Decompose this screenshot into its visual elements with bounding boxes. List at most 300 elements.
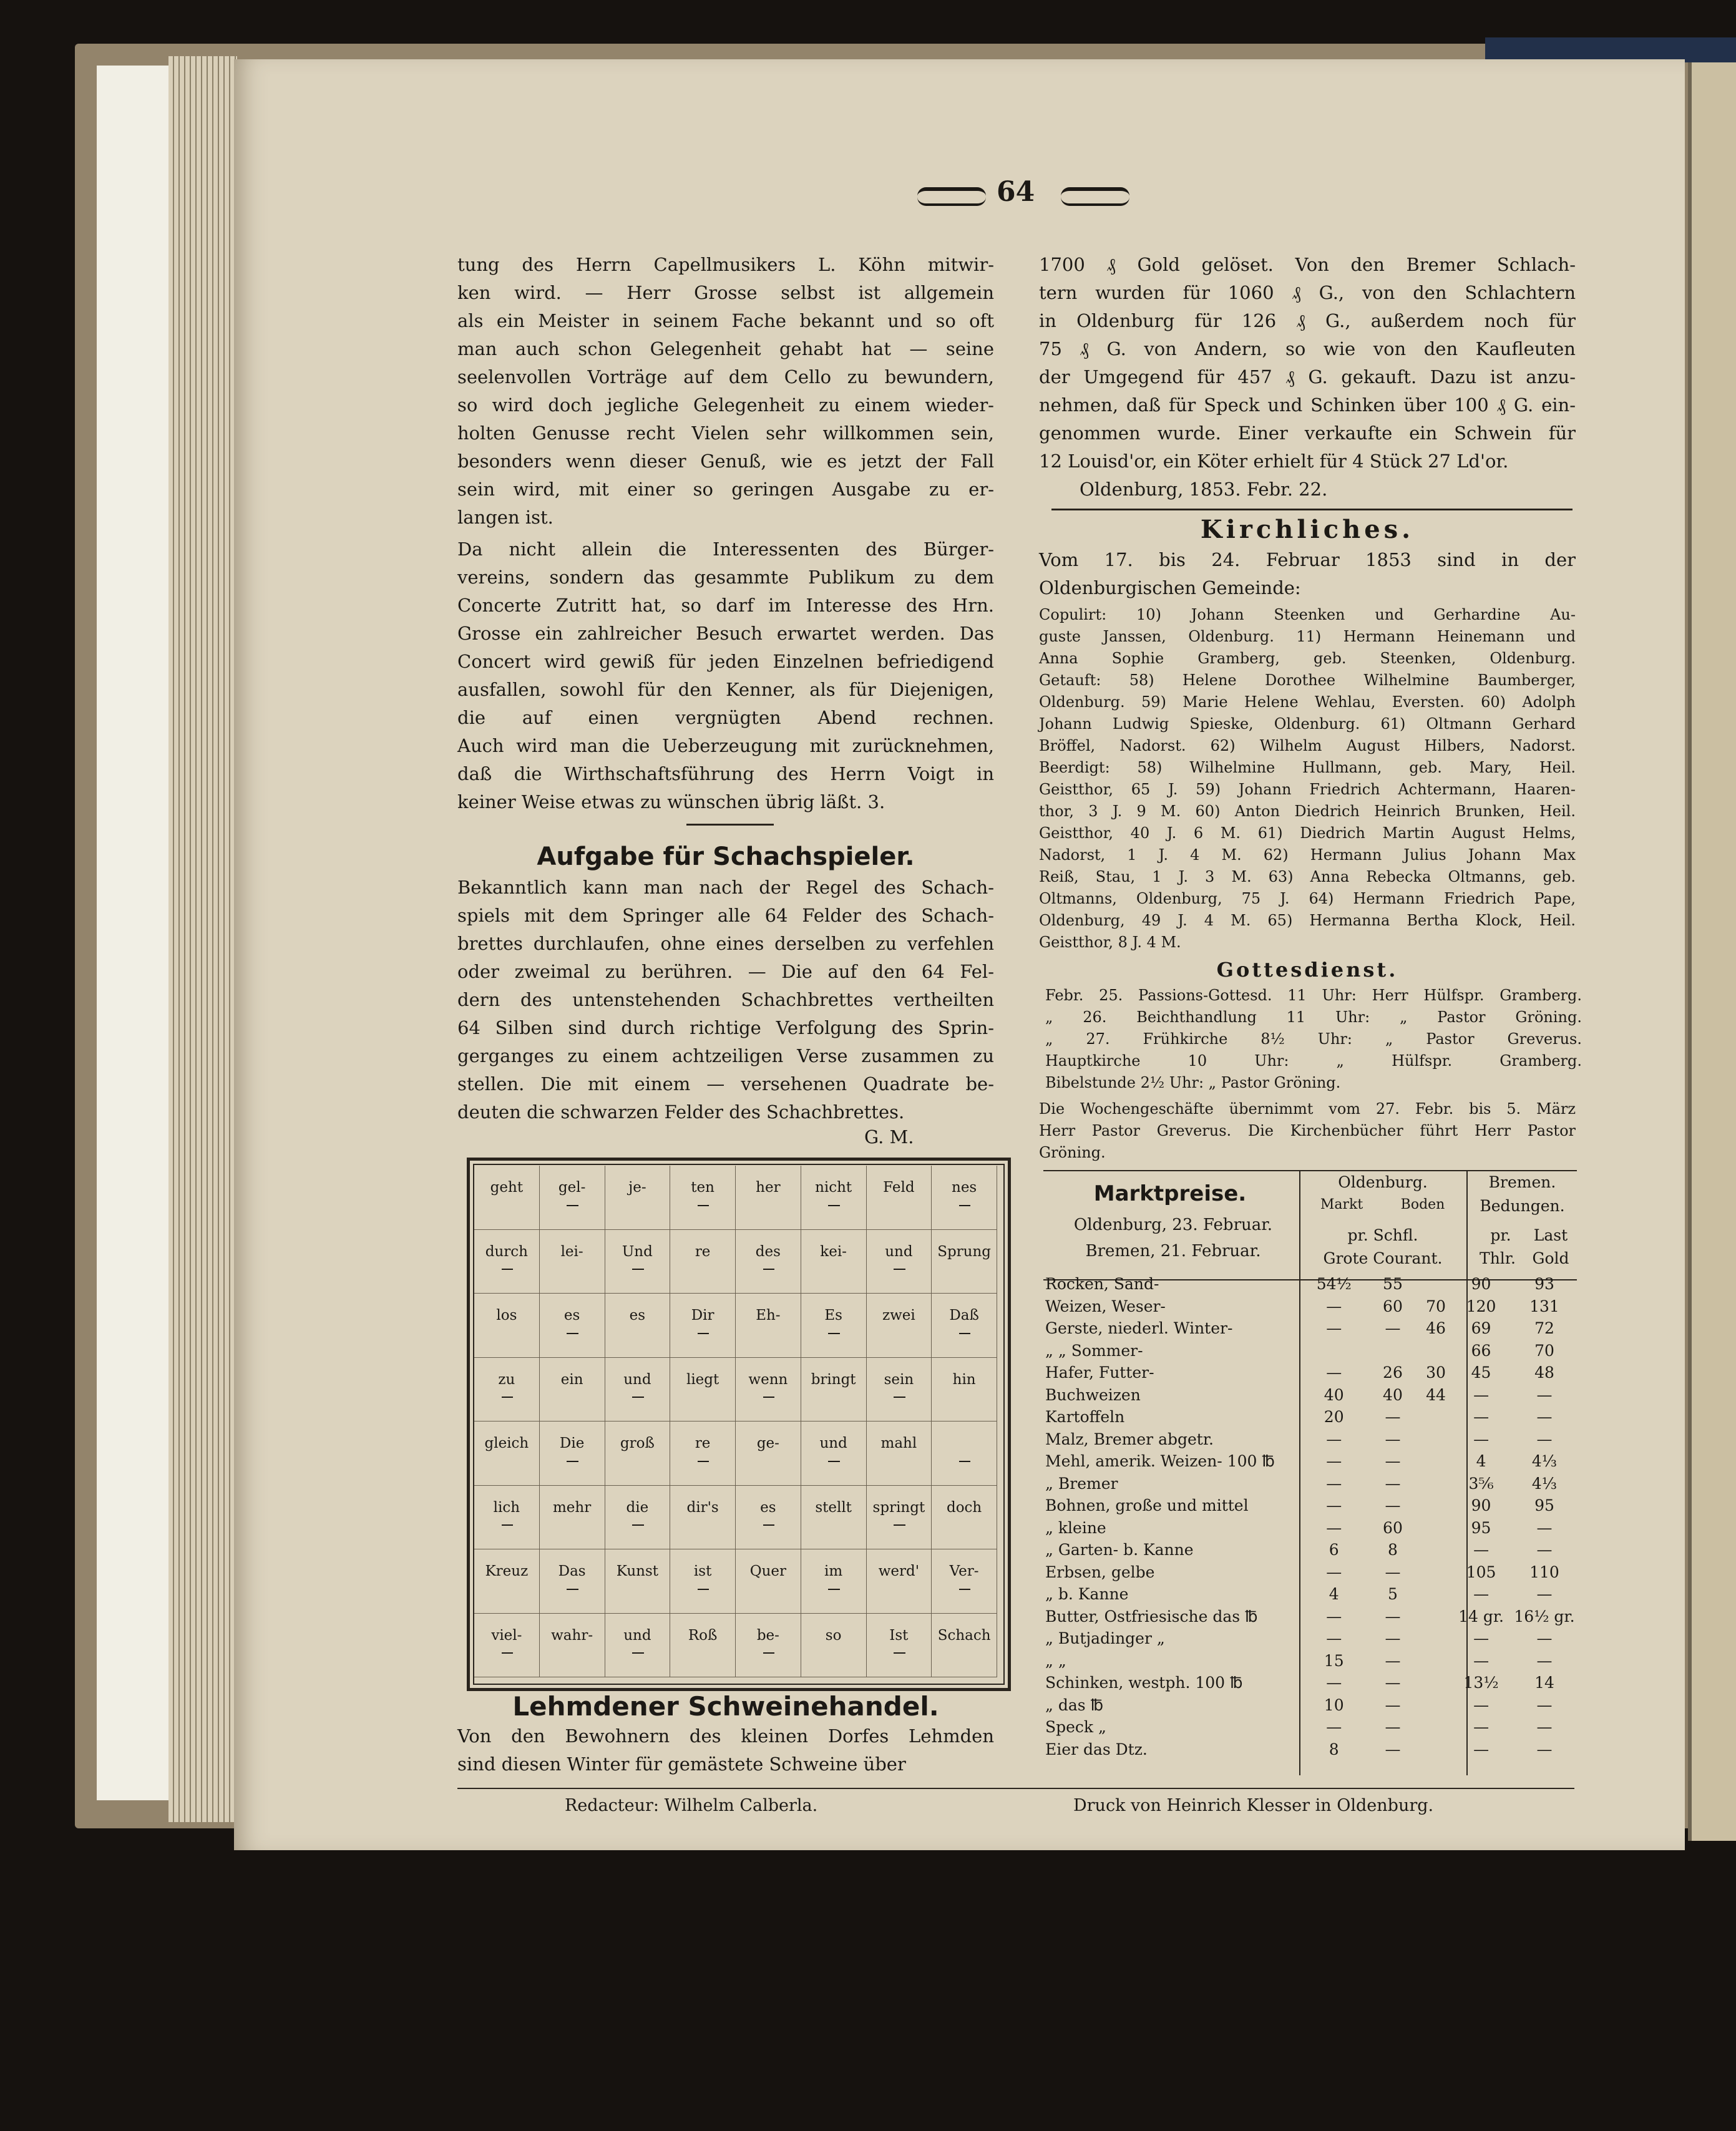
chess-square: springt [867,1486,932,1550]
market-value [1421,1340,1450,1362]
service-line: Hauptkirche 10 Uhr: „ Hülfspr. Gramberg. [1045,1052,1582,1070]
market-row [1043,1317,1577,1340]
market-value: 30 [1426,1363,1446,1382]
market-row [1043,1694,1577,1717]
para1-line: seelenvollen Vorträge auf dem Cello zu bewundern, [457,366,994,388]
header-markt: Markt [1320,1197,1363,1212]
para1-line: besonders wenn dieser Genuß, wie es jetzt der Fall [457,451,994,472]
market-value: — [1473,1585,1490,1604]
market-row [1043,1273,1577,1295]
chess-square: es [605,1294,671,1358]
market-value [1421,1606,1450,1628]
para2-line: Grosse ein zahlreicher Besuch erwartet werden. Das [457,623,994,644]
church-text-line: Reiß, Stau, 1 J. 3 M. 63) Anna Rebecka Oltmanns, geb. [1039,868,1576,885]
market-value: — [1473,1718,1490,1737]
market-value: — [1473,1695,1490,1714]
chess-square: Kreuz [474,1549,540,1614]
chess-square: groß [605,1421,671,1486]
chess-square: Die [540,1421,605,1486]
market-value: — [1473,1740,1490,1758]
market-row [1043,1428,1577,1451]
market-value: — [1473,1629,1490,1648]
page-number: 64 [997,176,1035,208]
market-value: — [1536,1518,1553,1537]
chess-text-line: deuten die schwarzen Felder des Schachbrettes. [457,1101,905,1123]
service-note-line: Die Wochengeschäfte übernimmt vom 27. Febr. bis 5. März [1039,1100,1576,1118]
pig-cont-line: genommen wurde. Einer verkaufte ein Schwein für [1039,422,1576,444]
service-lines [1045,985,1582,1094]
market-value [1421,1450,1450,1473]
market-value [1364,1340,1421,1362]
chess-square: viel- [474,1614,540,1678]
printer-line: Druck von Heinrich Klesser in Oldenburg. [1073,1796,1434,1815]
market-value [1421,1627,1450,1650]
chess-text-line: 64 Silben sind durch richtige Verfolgung des Sprin- [457,1017,994,1038]
church-text-line: guste Janssen, Oldenburg. 11) Hermann Heinemann und [1039,628,1576,645]
chess-square: gel- [540,1166,605,1230]
market-row [1043,1650,1577,1672]
market-row [1043,1716,1577,1738]
chess-square: re [670,1230,736,1294]
chess-square: stellt [801,1486,867,1550]
pig-text-line: Von den Bewohnern des kleinen Dorfes Lehmden [457,1725,994,1747]
market-item: „ das ℔ [1045,1695,1104,1714]
market-value: — [1536,1740,1553,1758]
market-value: — [1385,1319,1401,1338]
market-value: — [1385,1474,1401,1493]
market-item: Malz, Bremer abgetr. [1045,1430,1214,1448]
church-intro-line: Vom 17. bis 24. Februar 1853 sind in der [1039,549,1576,570]
market-row [1043,1295,1577,1318]
cover-spine-strip [1485,37,1736,62]
market-value: 70 [1534,1341,1554,1360]
market-value: 60 [1383,1518,1403,1537]
market-item: „ „ Sommer- [1045,1341,1143,1360]
church-text-line: thor, 3 J. 9 M. 60) Anton Diedrich Heinrich Brunken, Heil. [1039,802,1576,820]
market-value: 26 [1383,1363,1403,1382]
pig-cont-line: tern wurden für 1060 ₰ G., von den Schlachtern [1039,282,1576,303]
para1-line: tung des Herrn Capellmusikers L. Köhn mitwir- [457,254,994,275]
market-row [1043,1362,1577,1384]
chess-square: ge- [736,1421,801,1486]
market-value: — [1385,1563,1401,1581]
endpaper [97,66,178,1800]
header-ornament-left [917,187,986,206]
market-rows [1043,1273,1577,1760]
para1-line: ken wird. — Herr Grosse selbst ist allgemein [457,282,994,303]
chess-square: hin [932,1358,997,1422]
market-value: — [1385,1607,1401,1626]
chess-square: Ver- [932,1549,997,1614]
market-value: — [1326,1496,1342,1515]
market-value: 4⅓ [1531,1474,1558,1493]
church-intro-line: Oldenburgischen Gemeinde: [1039,577,1301,598]
chess-square: die [605,1486,671,1550]
market-value: 131 [1529,1297,1559,1315]
pig-text [457,1722,994,1778]
market-row [1043,1384,1577,1407]
left-paragraph-2 [457,535,994,816]
chess-square: re [670,1421,736,1486]
market-item: „ „ [1045,1651,1066,1670]
chess-square: sein [867,1358,932,1422]
market-value: — [1385,1452,1401,1471]
market-row [1043,1473,1577,1495]
market-value: — [1385,1695,1401,1714]
market-value: 60 [1383,1297,1403,1315]
para1-line: sein wird, mit einer so geringen Ausgabe zu er- [457,479,994,500]
chess-square: und [605,1614,671,1678]
market-sub2: Bremen, 21. Februar. [1085,1242,1261,1261]
chess-text-line: spiels mit dem Springer alle 64 Felder des Schach- [457,905,994,926]
para2-line: Auch wird man die Ueberzeugung mit zurücknehmen, [457,735,994,756]
chess-square: nicht [801,1166,867,1230]
chess-text-line: stellen. Die mit einem — versehenen Quadrate be- [457,1073,994,1095]
market-value: 46 [1426,1319,1446,1338]
market-value: 40 [1324,1385,1344,1404]
market-value: — [1536,1541,1553,1559]
chess-square: wenn [736,1358,801,1422]
market-value: — [1385,1674,1401,1692]
market-value: 69 [1471,1319,1491,1338]
chess-square: je- [605,1166,671,1230]
market-value: 13½ [1463,1674,1499,1692]
market-value: — [1326,1674,1342,1692]
header-pr: pr. [1490,1226,1511,1244]
market-value: — [1536,1695,1553,1714]
market-value: — [1326,1518,1342,1537]
left-paragraph-1 [457,251,994,532]
church-text-line: Oldenburg, 49 J. 4 M. 65) Hermanna Bertha Klock, Heil. [1039,912,1576,929]
chess-square: mehr [540,1486,605,1550]
church-text-line: Nadorst, 1 J. 4 M. 62) Hermann Julius Johann Max [1039,846,1576,864]
chess-text-line: Bekanntlich kann man nach der Regel des Schach- [457,877,994,898]
market-value: 95 [1534,1496,1554,1515]
para2-line: Da nicht allein die Interessenten des Bürger- [457,539,994,560]
header-currency-old: Grote Courant. [1323,1249,1443,1267]
editor-line: Redacteur: Wilhelm Calberla. [565,1796,818,1815]
chess-square: gleich [474,1421,540,1486]
church-text-line: Oldenburg. 59) Marie Helene Wehlau, Eversten. 60) Adolph [1039,693,1576,711]
chess-square [932,1421,997,1486]
header-boden: Boden [1400,1197,1445,1212]
market-value: — [1385,1629,1401,1648]
church-text-line: Bröffel, Nadorst. 62) Wilhelm August Hilbers, Nadorst. [1039,737,1576,754]
chess-square: Sprung [932,1230,997,1294]
market-value: — [1326,1607,1342,1626]
market-value: — [1536,1430,1553,1448]
market-row [1043,1340,1577,1362]
market-value: — [1326,1563,1342,1581]
market-value: 110 [1529,1563,1559,1581]
market-value: — [1326,1452,1342,1471]
market-item: Butter, Ostfriesische das ℔ [1045,1607,1258,1626]
chess-square: Eh- [736,1294,801,1358]
chess-square: es [540,1294,605,1358]
chess-square: Und [605,1230,671,1294]
market-value: 120 [1466,1297,1496,1315]
service-line: Febr. 25. Passions-Gottesd. 11 Uhr: Herr Hülfspr. Gramberg. [1045,987,1582,1004]
church-records [1039,604,1576,953]
market-value: 8 [1388,1541,1398,1559]
market-value: 40 [1383,1385,1403,1404]
market-value [1421,1650,1450,1672]
para1-line: holten Genusse recht Vielen sehr willkommen sein, [457,422,994,444]
market-item: Hafer, Futter- [1045,1363,1154,1382]
church-text-line: Getauft: 58) Helene Dorothee Wilhelmine Baumberger, [1039,671,1576,689]
pig-title: Lehmdener Schweinehandel. [512,1691,939,1722]
header-thlr: Thlr. [1480,1249,1516,1267]
market-value: 48 [1534,1363,1554,1382]
church-intro [1039,546,1576,602]
header-ornament-right [1061,187,1129,206]
chess-text-line: dern des untenstehenden Schachbrettes vertheilten [457,989,994,1010]
chess-square: ist [670,1549,736,1614]
market-value: 95 [1471,1518,1491,1537]
chess-square: Kunst [605,1549,671,1614]
chess-square: ten [670,1166,736,1230]
market-item: Gerste, niederl. Winter- [1045,1319,1233,1338]
market-value: — [1326,1430,1342,1448]
chess-square: Es [801,1294,867,1358]
market-value: — [1326,1319,1342,1338]
market-value: — [1385,1718,1401,1737]
market-item: „ Garten- b. Kanne [1045,1541,1194,1559]
market-item: „ b. Kanne [1045,1585,1129,1604]
market-value: — [1473,1541,1490,1559]
chess-square: mahl [867,1421,932,1486]
para2-line: vereins, sondern das gesammte Publikum zu dem [457,567,994,588]
market-item: Buchweizen [1045,1385,1141,1404]
chess-square: dir's [670,1486,736,1550]
next-page-edge [1688,62,1736,1841]
market-value: 45 [1471,1363,1491,1382]
header-bedungen: Bedungen. [1480,1197,1565,1215]
service-note-line: Herr Pastor Greverus. Die Kirchenbücher führt Herr Pastor [1039,1122,1576,1139]
market-value: — [1385,1651,1401,1670]
chess-square: Feld [867,1166,932,1230]
para2-line: ausfallen, sowohl für den Kenner, als für Diejenigen, [457,679,994,700]
chess-square: bringt [801,1358,867,1422]
chess-square: Daß [932,1294,997,1358]
chess-text [457,874,994,1126]
market-row [1043,1583,1577,1606]
market-value: — [1536,1408,1553,1426]
church-title: Kirchliches. [1200,515,1415,544]
market-value: — [1326,1718,1342,1737]
market-value: 44 [1426,1385,1446,1404]
market-item: Kartoffeln [1045,1408,1125,1426]
chess-square: durch [474,1230,540,1294]
chess-signature: G. M. [864,1126,914,1148]
market-value [1421,1694,1450,1717]
footer-rule [457,1788,1574,1789]
market-value: — [1473,1651,1490,1670]
pig-cont-line: in Oldenburg für 126 ₰ G., außerdem noch für [1039,310,1576,331]
market-row [1043,1627,1577,1650]
market-item: Weizen, Weser- [1045,1297,1166,1315]
market-value: 6 [1329,1541,1339,1559]
church-text-line: Beerdigt: 58) Wilhelmine Hullmann, geb. Mary, Heil. [1039,759,1576,776]
market-value: — [1385,1430,1401,1448]
market-value: — [1385,1740,1401,1758]
market-value [1421,1428,1450,1451]
market-row [1043,1738,1577,1761]
chess-square: lei- [540,1230,605,1294]
header-last: Last [1533,1226,1568,1244]
market-value: 54½ [1316,1275,1352,1294]
market-item: Bohnen, große und mittel [1045,1496,1249,1515]
market-value [1421,1716,1450,1738]
market-value: 105 [1466,1563,1496,1581]
market-value: 90 [1471,1275,1491,1294]
service-note [1039,1098,1576,1164]
market-item: Speck „ [1045,1718,1106,1737]
market-value [1304,1340,1364,1362]
header-unit-old: pr. Schfl. [1347,1226,1418,1244]
market-value: 90 [1471,1496,1491,1515]
market-row [1043,1517,1577,1539]
market-value: 5 [1388,1585,1398,1604]
chess-square: Ist [867,1614,932,1678]
chess-text-line: gerganges zu einem achtzeiligen Verse zusammen zu [457,1045,994,1066]
market-value: — [1473,1408,1490,1426]
chess-square: so [801,1614,867,1678]
market-value [1421,1495,1450,1517]
chess-square: Roß [670,1614,736,1678]
chess-square: Das [540,1549,605,1614]
chess-square: im [801,1549,867,1614]
chess-square: werd' [867,1549,932,1614]
pig-cont-line: 12 Louisd'or, ein Köter erhielt für 4 Stück 27 Ld'or. [1039,451,1509,472]
market-value: 14 gr. [1458,1607,1504,1626]
market-value: 3⁵⁄₆ [1468,1474,1494,1493]
header-gold: Gold [1532,1249,1569,1267]
chess-text-line: brettes durchlaufen, ohne eines derselben zu verfehlen [457,933,994,954]
church-text-line: Geistthor, 8 J. 4 M. [1039,934,1181,951]
para1-line: langen ist. [457,507,553,528]
chess-square: liegt [670,1358,736,1422]
market-value [1421,1672,1450,1694]
service-line: „ 26. Beichthandlung 11 Uhr: „ Pastor Gröning. [1045,1008,1582,1026]
chess-square: kei- [801,1230,867,1294]
para1-line: so wird doch jegliche Gelegenheit zu einem wieder- [457,394,994,416]
chess-square: be- [736,1614,801,1678]
chess-square: zwei [867,1294,932,1358]
chess-square: es [736,1486,801,1550]
market-item: Mehl, amerik. Weizen- 100 ℔ [1045,1452,1275,1471]
pig-date: Oldenburg, 1853. Febr. 22. [1080,479,1328,500]
chess-square: doch [932,1486,997,1550]
church-text-line: Geistthor, 40 J. 6 M. 61) Diedrich Martin August Helms, [1039,824,1576,842]
market-value: 72 [1534,1319,1554,1338]
market-value: 4⅓ [1531,1452,1558,1471]
market-row [1043,1672,1577,1694]
para1-line: als ein Meister in seinem Fache bekannt und so oft [457,310,994,331]
para2-line: Concert wird gewiß für jeden Einzelnen befriedigend [457,651,994,672]
market-row [1043,1561,1577,1584]
market-item: „ kleine [1045,1518,1106,1537]
para2-line: die auf einen vergnügten Abend rechnen. [457,707,994,728]
market-value: — [1536,1718,1553,1737]
chess-square: Schach [932,1614,997,1678]
service-line: Bibelstunde 2½ Uhr: „ Pastor Gröning. [1045,1074,1341,1091]
market-value: — [1326,1297,1342,1315]
market-row [1043,1406,1577,1428]
chess-square: los [474,1294,540,1358]
chess-square: lich [474,1486,540,1550]
service-line: „ 27. Frühkirche 8½ Uhr: „ Pastor Greverus. [1045,1030,1582,1048]
pig-continuation [1039,251,1576,475]
chess-square: zu [474,1358,540,1422]
rule-church [1051,509,1573,510]
chess-square: und [867,1230,932,1294]
market-item: Schinken, westph. 100 ℔ [1045,1674,1243,1692]
chess-title: Aufgabe für Schachspieler. [537,842,915,871]
chess-text-line: oder zweimal zu berühren. — Die auf den 64 Fel- [457,961,994,982]
page-edges [168,56,237,1822]
market-value [1421,1583,1450,1606]
market-item: Erbsen, gelbe [1045,1563,1155,1581]
market-value [1421,1738,1450,1761]
header-oldenburg: Oldenburg. [1338,1173,1428,1191]
market-value: — [1385,1496,1401,1515]
chess-square: Dir [670,1294,736,1358]
market-value: — [1473,1430,1490,1448]
pig-cont-line: 75 ₰ G. von Andern, so wie von den Kaufleuten [1039,338,1576,359]
pig-text-line: sind diesen Winter für gemästete Schweine über [457,1753,906,1775]
chess-square: wahr- [540,1614,605,1678]
market-row [1043,1450,1577,1473]
market-value: — [1536,1385,1553,1404]
church-text-line: Geistthor, 65 J. 59) Johann Friedrich Achtermann, Haaren- [1039,781,1576,798]
service-note-line: Gröning. [1039,1144,1106,1161]
market-value [1421,1273,1450,1295]
chess-square: und [801,1421,867,1486]
market-row [1043,1495,1577,1517]
market-value: — [1473,1385,1490,1404]
market-value: 16½ gr. [1514,1607,1575,1626]
chess-square: des [736,1230,801,1294]
market-value [1421,1561,1450,1584]
market-top-rule [1043,1170,1577,1171]
separator-rule [686,824,774,826]
pig-cont-line: der Umgegend für 457 ₰ G. gekauft. Dazu ist anzu- [1039,366,1576,388]
church-text-line: Copulirt: 10) Johann Steenken und Gerhardine Au- [1039,606,1576,623]
market-value: 15 [1324,1651,1344,1670]
chess-square: geht [474,1166,540,1230]
market-row [1043,1539,1577,1561]
para1-line: man auch schon Gelegenheit gehabt hat — seine [457,338,994,359]
chessboard [474,1166,997,1677]
market-item: Eier das Dtz. [1045,1740,1148,1758]
market-item: „ Bremer [1045,1474,1118,1493]
market-value: 93 [1534,1275,1554,1294]
market-value: 14 [1534,1674,1554,1692]
market-item: „ Butjadinger „ [1045,1629,1165,1648]
market-value: 4 [1329,1585,1339,1604]
market-value: — [1536,1629,1553,1648]
market-value: — [1326,1474,1342,1493]
market-value: 8 [1329,1740,1339,1758]
service-title: Gottesdienst. [1216,958,1398,982]
header-bremen: Bremen. [1488,1173,1556,1191]
market-value [1421,1473,1450,1495]
market-value: — [1326,1629,1342,1648]
market-item: Rocken, Sand- [1045,1275,1159,1294]
market-value: — [1536,1651,1553,1670]
market-value: 55 [1383,1275,1403,1294]
